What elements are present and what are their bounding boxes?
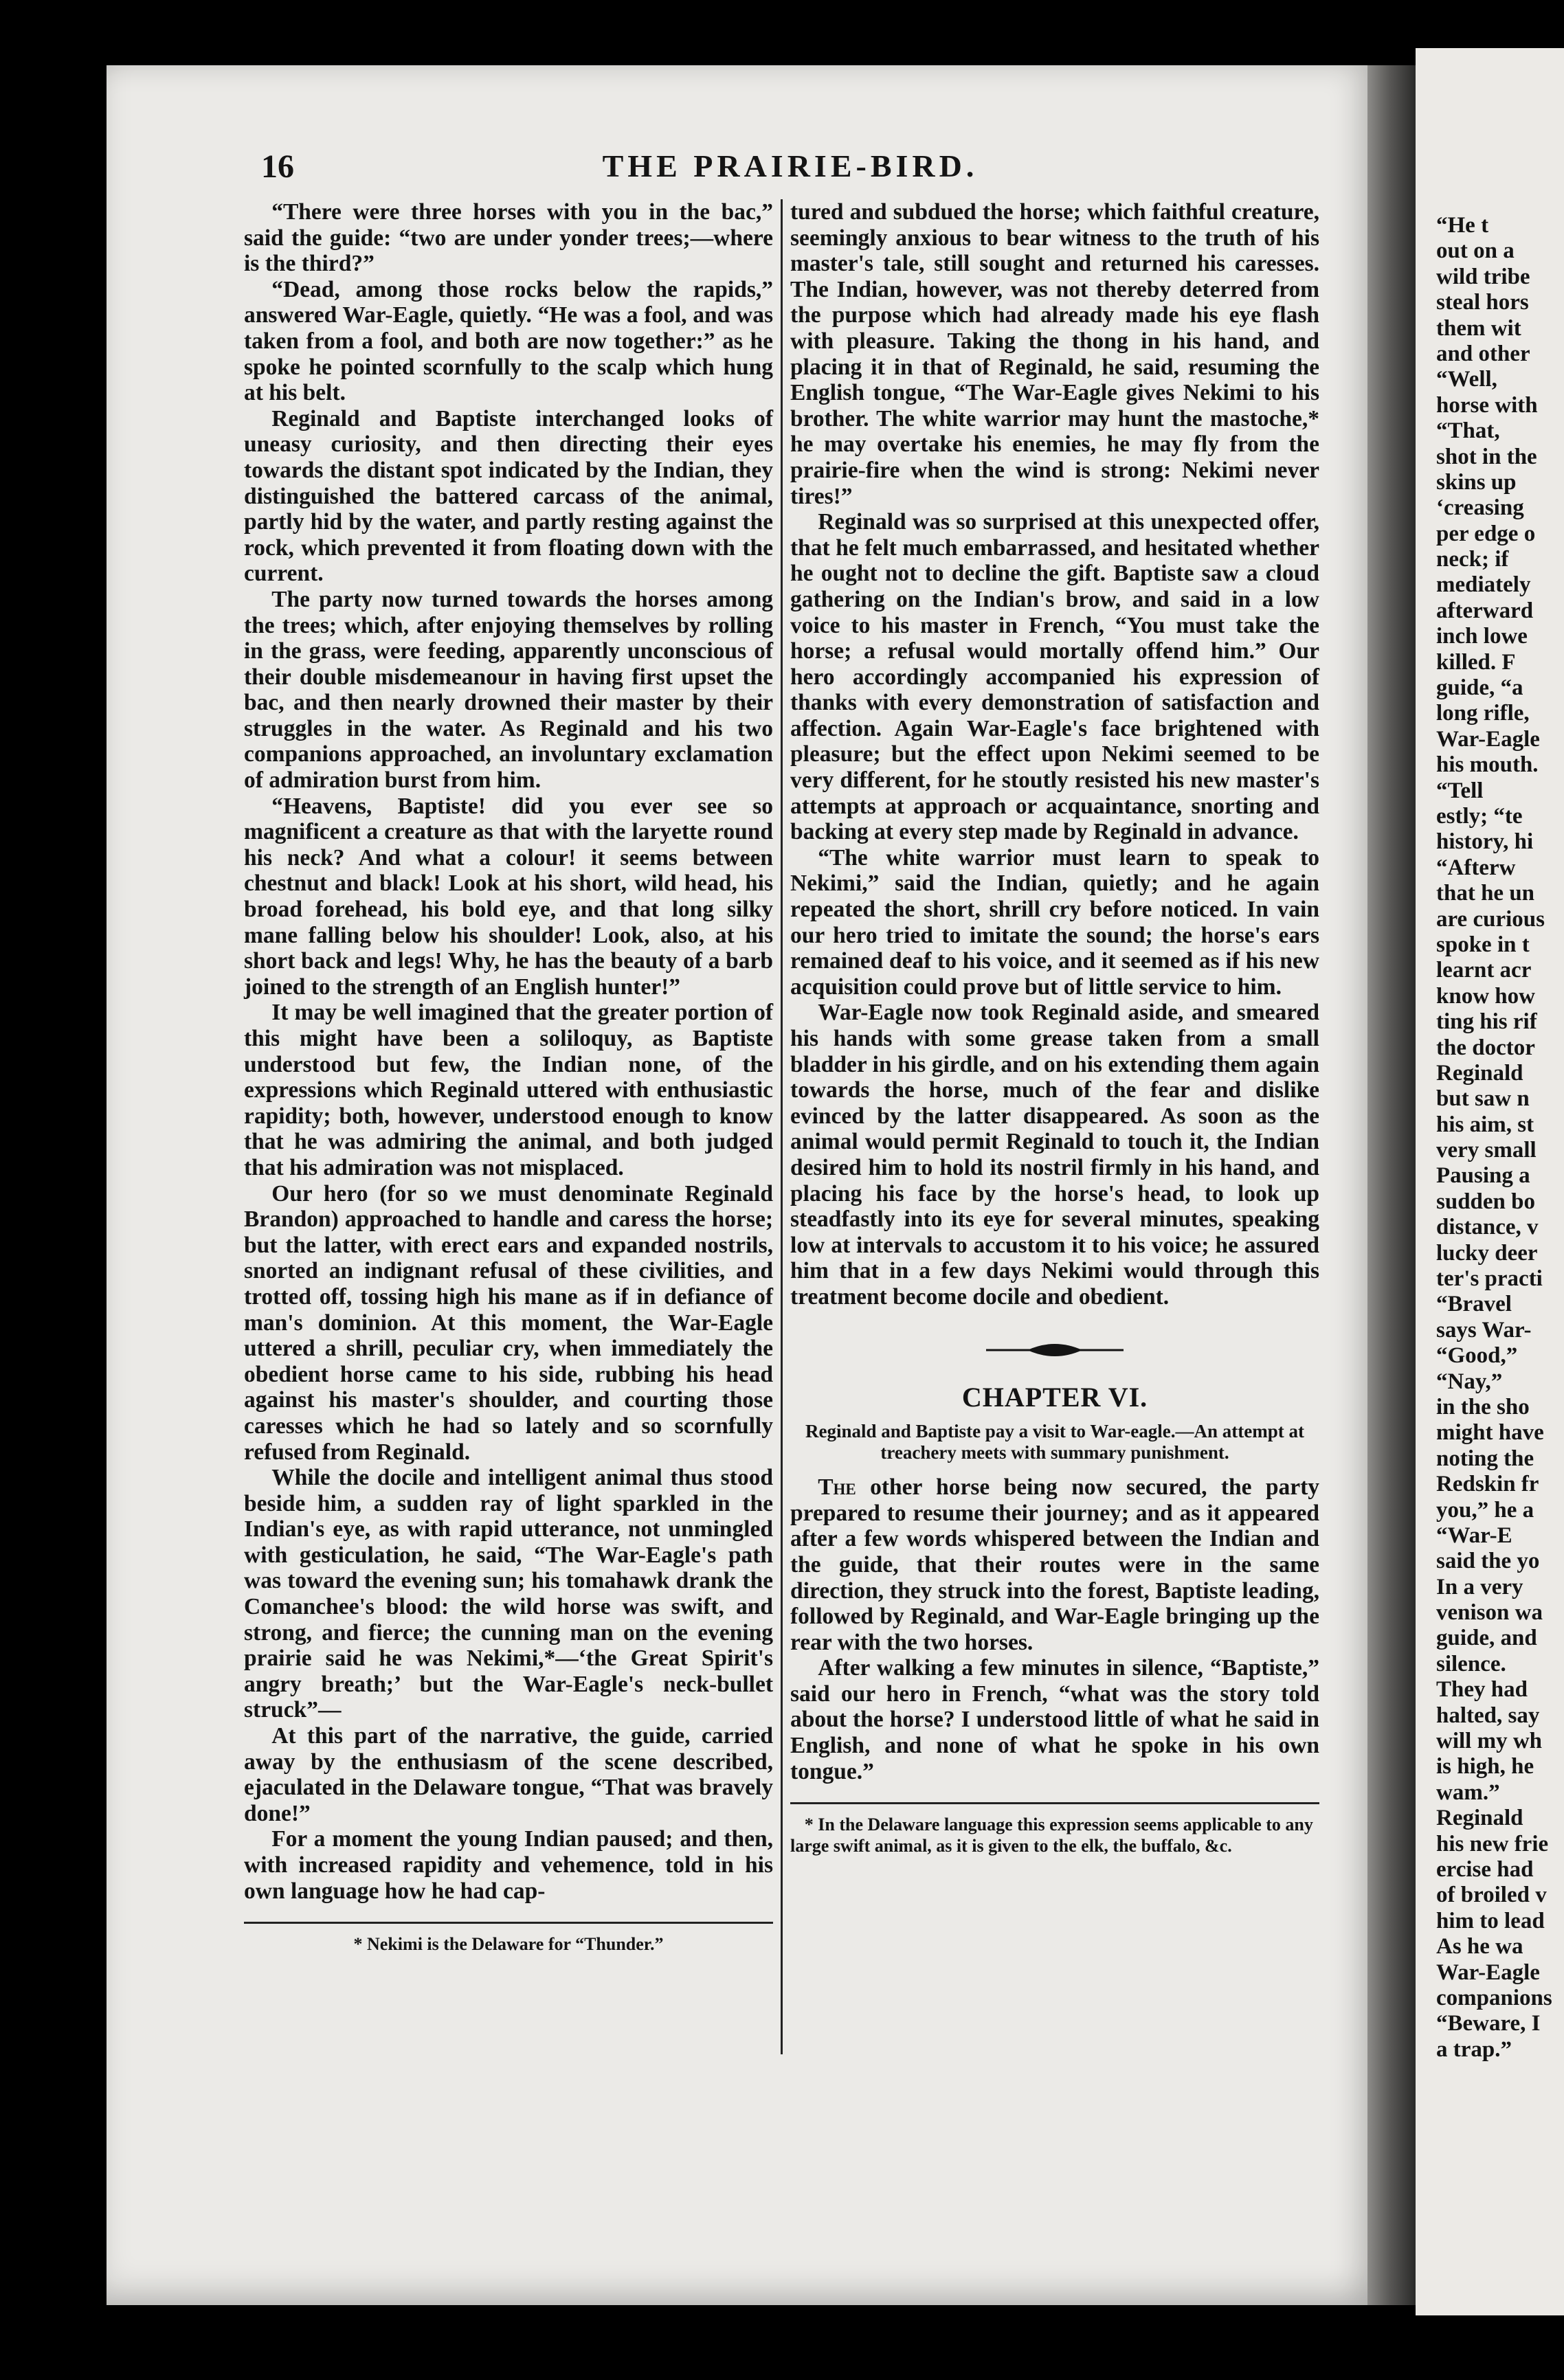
facing-page-line: afterward	[1436, 598, 1534, 623]
paragraph: For a moment the young Indian paused; and then, with increased rapidity and vehemence, told in his own language how he had cap-	[244, 1826, 773, 1904]
paragraph: It may be well imagined that the greater portion of this might have been a soliloquy, as Baptiste understood but few, the Indian none, of the expressions which Reginald uttered with enthusiastic rapidity; both, however, understood enough to know that he was admiring the animal, and both judged that his admiration was not misplaced.	[244, 1000, 773, 1180]
facing-page-line: sudden bo	[1436, 1189, 1536, 1214]
facing-page-line: “Afterw	[1436, 855, 1516, 880]
facing-page-line: ter's practi	[1436, 1266, 1543, 1292]
facing-page-line: “Well,	[1436, 367, 1497, 392]
paragraph: “Heavens, Baptiste! did you ever see so magnificent a creature as that with the laryette round his neck? And what a colour! it seems between chestnut and black! Look at his short, wild head, his broad forehead, his bold eye, and that long silky mane falling below his shoulder! Look, also, at his short back and legs! Why, he has the beauty of a barb joined to the strength of an English hunter!”	[244, 793, 773, 1000]
facing-page-line: his aim, st	[1436, 1112, 1534, 1137]
facing-page-line: “He t	[1436, 213, 1489, 238]
paragraph: After walking a few minutes in silence, “Baptiste,” said our hero in French, “what was the story told about the horse? I understood little of what he said in English, and none of what he spoke in his own tongue.”	[790, 1655, 1319, 1784]
middle-column	[790, 199, 1319, 2247]
facing-page-line: and other	[1436, 341, 1530, 366]
chapter-first-word: The	[818, 1474, 856, 1501]
paragraph: Reginald was so surprised at this unexpected offer, that he felt much embarrassed, and hesitated whether he ought not to decline the gift. Baptiste saw a cloud gathering on the Indian's brow, and said in a low voice to his master in French, “You must take the horse; a refusal would mortally offend him.” Our hero accordingly accompanied his expression of thanks with every demonstration of satisfaction and affection. Again War-Eagle's face brightened with pleasure; but the effect upon Nekimi seemed to be very different, for he stoutly resisted his new master's attempts at approach or acquaintance, snorting and backing at every step made by Reginald in advance.	[790, 509, 1319, 845]
facing-page-line: steal hors	[1436, 290, 1529, 315]
chapter-ornament-icon	[979, 1336, 1130, 1364]
facing-page-line: the doctor	[1436, 1035, 1535, 1060]
paragraph-text: other horse being now secured, the party prepared to resume their journey; and as it appeared after a few words whispered between the Indian and the guide, that their routes were in the same direction, they struck into the forest, Baptiste leading, followed by Reginald, and War-Eagle bringing up the rear with the two horses.	[790, 1474, 1319, 1655]
facing-page-line: estly; “te	[1436, 803, 1523, 829]
paragraph: While the docile and intelligent animal thus stood beside him, a sudden ray of light sparkled in the Indian's eye, as with rapid utterance, not unmingled with gesticulation, he said, “The War-Eagle's path was toward the evening sun; his tomahawk drank the Comanchee's blood: the wild horse was swift, and strong, and fierce; the cunning man on the evening prairie said he was Nekimi,*—‘the Great Spirit's angry breath;’ but the War-Eagle's neck-bullet struck”—	[244, 1465, 773, 1723]
column-divider	[781, 199, 783, 2054]
chapter-title: CHAPTER VI.	[961, 1381, 1148, 1413]
facing-page-line: mediately	[1436, 572, 1531, 598]
facing-page-line: “Tell	[1436, 778, 1484, 803]
paragraph: “The white warrior must learn to speak to Nekimi,” said the Indian, quietly; and he again repeated the short, shrill cry before noticed. In vain our hero tried to imitate the sound; the horse's ears remained deaf to his voice, and it seemed as if his new acquisition could prove but of little service to him.	[790, 844, 1319, 1000]
facing-page-line: them wit	[1436, 315, 1521, 341]
facing-page-line: spoke in t	[1436, 932, 1530, 957]
facing-page-line: killed. F	[1436, 649, 1516, 675]
facing-page-line: said the yo	[1436, 1549, 1540, 1574]
facing-page-line: a trap.”	[1436, 2036, 1512, 2062]
facing-page-line: Reginald	[1436, 1060, 1523, 1086]
facing-page-line: is high, he	[1436, 1754, 1534, 1780]
facing-page-line: War-Eagle	[1436, 726, 1540, 752]
footnote: * Nekimi is the Delaware for “Thunder.”	[353, 1934, 664, 1955]
paragraph: Our hero (for so we must denominate Reginald Brandon) approached to handle and caress the horse; but the latter, with erect ears and expanded nostrils, snorted an indignant refusal of these civilities, and trotted off, tossing high his mane as if in defiance of man's dominion. At this moment, the War-Eagle uttered a shrill, peculiar cry, when immediately the obedient horse came to his side, rubbing his head against his master's shoulder, and courting those caresses which he had so lately and so scornfully refused from Reginald.	[244, 1180, 773, 1465]
facing-page-line: says War-	[1436, 1317, 1532, 1343]
facing-page-line: guide, and	[1436, 1626, 1537, 1651]
paragraph: At this part of the narrative, the guide, carried away by the enthusiasm of the scene described, ejaculated in the Delaware tongue, “That was bravely done!”	[244, 1723, 773, 1826]
facing-page-line: noting the	[1436, 1446, 1534, 1471]
facing-page-line: horse with	[1436, 392, 1538, 418]
facing-page-line: his new frie	[1436, 1831, 1549, 1856]
facing-page-line: ercise had	[1436, 1857, 1534, 1882]
facing-page-line: War-Eagle	[1436, 1960, 1540, 1985]
facing-page-line: companions	[1436, 1985, 1552, 2010]
paragraph: “There were three horses with you in the bac,” said the guide: “two are under yonder trees;—where is the third?”	[244, 199, 773, 277]
facing-page-line: “That,	[1436, 418, 1500, 444]
facing-page-line: inch lowe	[1436, 624, 1528, 649]
book-gutter-shadow	[1367, 65, 1416, 2305]
facing-page-line: ‘creasing	[1436, 495, 1524, 521]
facing-page-line: Pausing a	[1436, 1163, 1530, 1189]
facing-page-line: that he un	[1436, 881, 1535, 906]
footnote-rule	[244, 1922, 773, 1924]
paragraph: War-Eagle now took Reginald aside, and smeared his hands with some grease taken from a small bladder in his girdle, and on his extending them again towards the horse, much of the fear and dislike evinced by the latter disappeared. As soon as the animal would permit Reginald to touch it, the Indian desired him to hold its nostril firmly in his hand, and placing his face by the horse's head, to look up steadfastly into its eye for several minutes, speaking low at intervals to accustom it to his voice; he assured him that in a few days Nekimi would through this treatment become docile and obedient.	[790, 1000, 1319, 1310]
facing-page-line: will my wh	[1436, 1729, 1543, 1754]
left-column	[244, 199, 773, 2247]
facing-page-line: silence.	[1436, 1651, 1506, 1676]
facing-page-line: ting his rif	[1436, 1009, 1537, 1035]
facing-page-line: skins up	[1436, 469, 1517, 495]
page-number: 16	[261, 148, 294, 185]
paragraph: tured and subdued the horse; which faithful creature, seemingly anxious to bear witness to the truth of his master's tale, still sought and returned his caresses. The Indian, however, was not thereby deterred from the purpose which had already made his eye flash with pleasure. Taking the thong in his hand, and placing it in that of Reginald, he said, resuming the English tongue, “The War-Eagle gives Nekimi to his brother. The white warrior may hunt the mastoche,* he may overtake his enemies, he may fly from the prairie-fire when the wind is strong: Nekimi never tires!”	[790, 199, 1319, 509]
footnote: * In the Delaware language this expression seems applicable to any large swift animal, as it is given to the elk, the buffalo, &c.	[790, 1815, 1313, 1856]
facing-page-line: his mouth.	[1436, 752, 1539, 778]
facing-page-line: might have	[1436, 1420, 1544, 1446]
facing-page-line: Redskin fr	[1436, 1472, 1539, 1497]
facing-page-line: you,” he a	[1436, 1497, 1534, 1523]
page-header	[261, 148, 1319, 196]
facing-page-line: “Beware, I	[1436, 2011, 1541, 2036]
facing-page-line: neck; if	[1436, 547, 1509, 572]
chapter-opening-paragraph	[790, 1474, 1319, 1655]
facing-page-line: know how	[1436, 983, 1535, 1009]
facing-page-line: They had	[1436, 1677, 1528, 1703]
facing-page-line: distance, v	[1436, 1215, 1539, 1240]
chapter-summary: Reginald and Baptiste pay a visit to War-eagle.—An attempt at treachery meets with summary punishment.	[805, 1421, 1304, 1463]
facing-page-line: wam.”	[1436, 1780, 1500, 1805]
facing-page-line: long rifle,	[1436, 701, 1530, 726]
paragraph: Reginald and Baptiste interchanged looks of uneasy curiosity, and then directing their eyes towards the distant spot indicated by the Indian, they distinguished the battered carcass of the animal, partly hid by the water, and partly resting against the rock, which prevented it from floating down with the current.	[244, 405, 773, 587]
facing-page-line: of broiled v	[1436, 1883, 1547, 1908]
running-title: THE PRAIRIE-BIRD.	[602, 148, 979, 183]
facing-page-line: per edge o	[1436, 521, 1536, 546]
facing-page-text	[1436, 213, 1564, 2063]
facing-page-line: out on a	[1436, 238, 1515, 264]
facing-page-line: “Nay,”	[1436, 1369, 1503, 1394]
facing-page-line: As he wa	[1436, 1934, 1523, 1960]
facing-page-line: halted, say	[1436, 1703, 1540, 1728]
facing-page-line: lucky deer	[1436, 1240, 1538, 1266]
facing-page-line: Reginald	[1436, 1806, 1523, 1831]
facing-page-line: “Good,”	[1436, 1343, 1518, 1369]
facing-page-line: him to lead	[1436, 1908, 1545, 1933]
facing-page-line: shot in the	[1436, 444, 1537, 469]
facing-page-line: but saw n	[1436, 1086, 1530, 1112]
facing-page-line: history, hi	[1436, 829, 1534, 855]
facing-page-line: in the sho	[1436, 1394, 1530, 1419]
facing-page-line: guide, “a	[1436, 675, 1523, 701]
paragraph: The party now turned towards the horses among the trees; which, after enjoying themselves by rolling in the grass, were feeding, apparently unconscious of their double misdemeanour in having first upset the bac, and then nearly drowned their master by their struggles in the water. As Reginald and his two companions approached, an involuntary exclamation of admiration burst from him.	[244, 586, 773, 794]
facing-page-line: In a very	[1436, 1574, 1523, 1599]
facing-page-line: very small	[1436, 1138, 1537, 1163]
facing-page-line: learnt acr	[1436, 958, 1532, 983]
facing-page-line: are curious	[1436, 906, 1545, 932]
facing-page-line: venison wa	[1436, 1600, 1543, 1626]
footnote-rule	[790, 1802, 1319, 1804]
facing-page-line: “War-E	[1436, 1523, 1512, 1548]
facing-page-line: wild tribe	[1436, 264, 1530, 289]
facing-page-line: “Bravel	[1436, 1292, 1512, 1317]
paragraph: “Dead, among those rocks below the rapids,” answered War-Eagle, quietly. “He was a fool, and was taken from a fool, and both are now together:” as he spoke he pointed scornfully to the scalp which hung at his belt.	[244, 276, 773, 406]
